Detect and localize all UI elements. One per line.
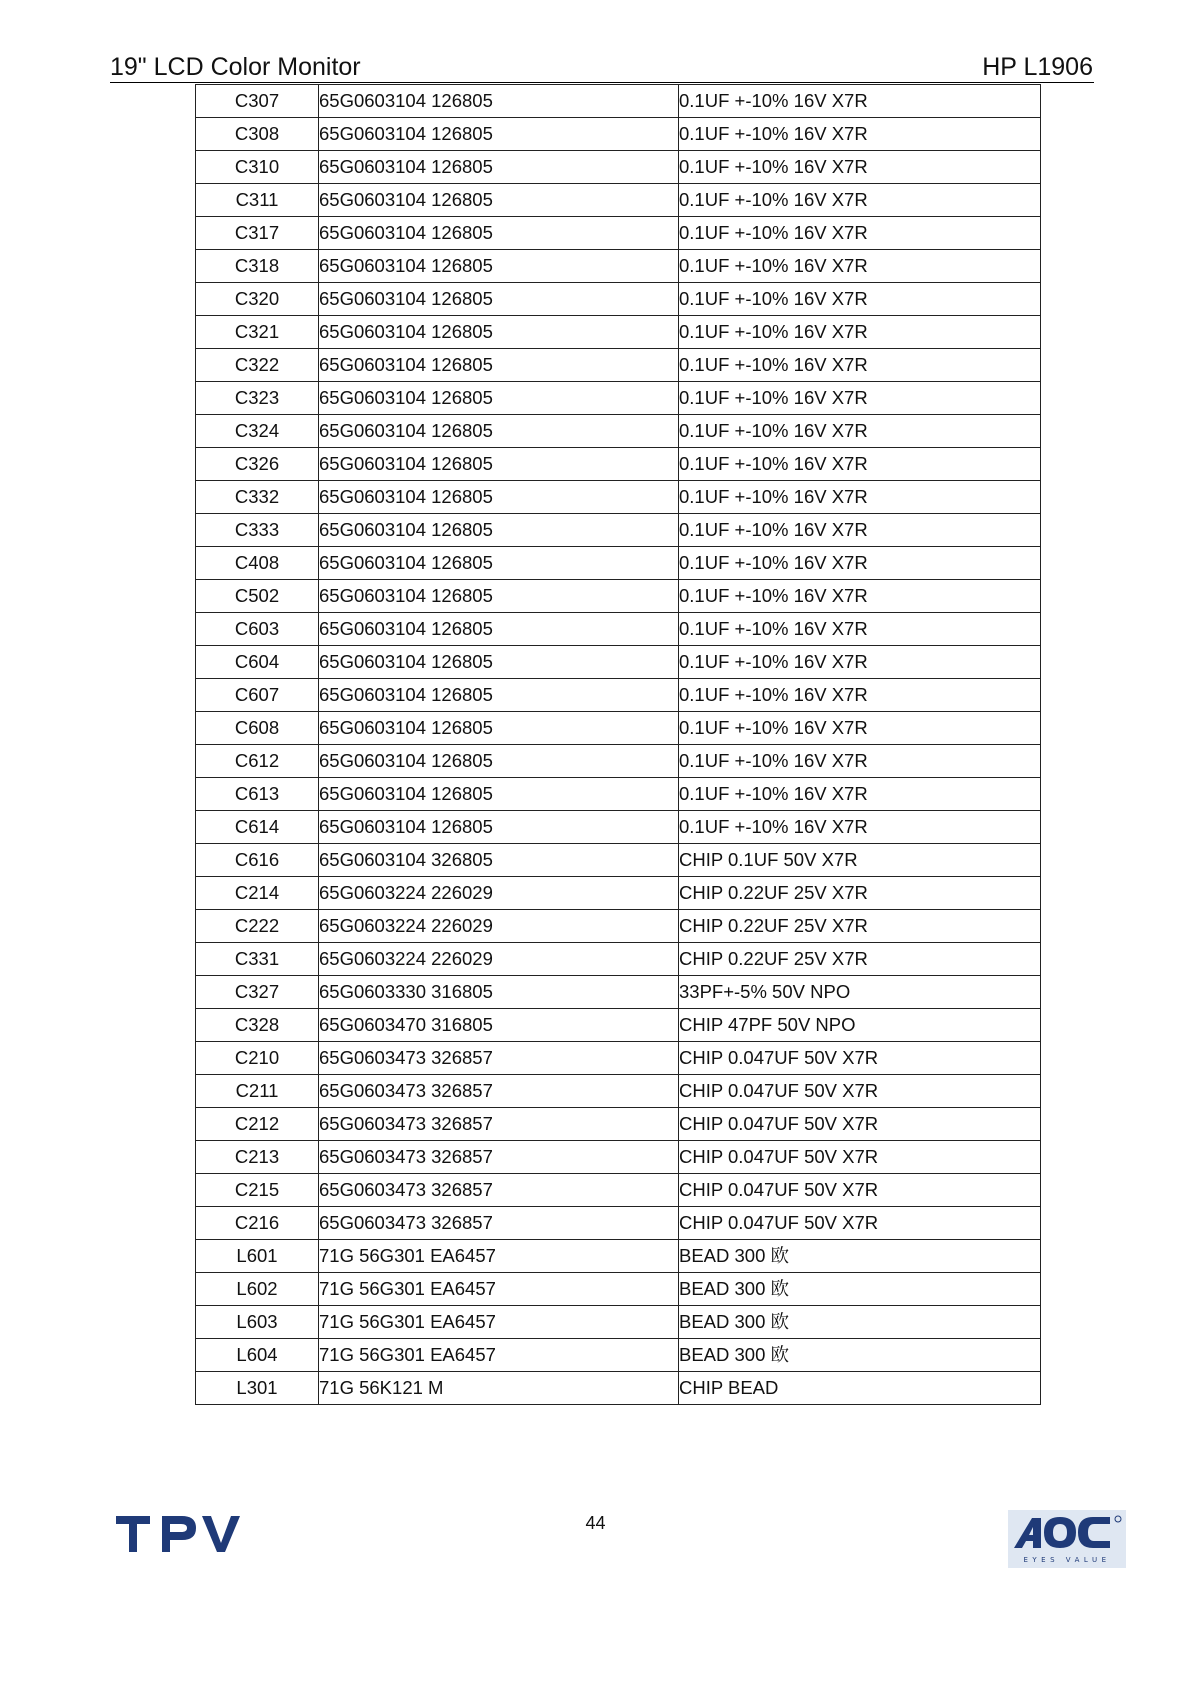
- ref-designator-cell: C326: [196, 448, 319, 481]
- ref-designator-cell: L301: [196, 1372, 319, 1405]
- ref-designator-cell: C215: [196, 1174, 319, 1207]
- ref-designator-cell: C210: [196, 1042, 319, 1075]
- table-row: [196, 481, 1041, 514]
- part-number-cell: 65G0603104 126805: [319, 283, 679, 316]
- part-number-cell: 65G0603104 126805: [319, 547, 679, 580]
- table-row: [196, 118, 1041, 151]
- description-cell: BEAD 300 欧: [679, 1339, 1041, 1372]
- description-cell: 0.1UF +-10% 16V X7R: [679, 811, 1041, 844]
- table-row: [196, 1240, 1041, 1273]
- ref-designator-cell: C307: [196, 85, 319, 118]
- table-row: [196, 1075, 1041, 1108]
- ref-designator-cell: C321: [196, 316, 319, 349]
- part-number-cell: 65G0603104 126805: [319, 448, 679, 481]
- table-row: [196, 976, 1041, 1009]
- ref-designator-cell: C323: [196, 382, 319, 415]
- ref-designator-cell: C614: [196, 811, 319, 844]
- description-cell: 0.1UF +-10% 16V X7R: [679, 613, 1041, 646]
- part-number-cell: 65G0603104 126805: [319, 745, 679, 778]
- part-number-cell: 65G0603473 326857: [319, 1141, 679, 1174]
- table-row: [196, 283, 1041, 316]
- part-number-cell: 65G0603104 126805: [319, 349, 679, 382]
- part-number-cell: 65G0603104 126805: [319, 217, 679, 250]
- aoc-logo: [1008, 1510, 1126, 1568]
- description-cell: 0.1UF +-10% 16V X7R: [679, 481, 1041, 514]
- description-cell: 0.1UF +-10% 16V X7R: [679, 646, 1041, 679]
- ref-designator-cell: C331: [196, 943, 319, 976]
- header-divider: [110, 82, 1094, 83]
- table-row: [196, 1042, 1041, 1075]
- ref-designator-cell: C213: [196, 1141, 319, 1174]
- ref-designator-cell: C216: [196, 1207, 319, 1240]
- description-cell: CHIP 0.047UF 50V X7R: [679, 1141, 1041, 1174]
- table-row: [196, 811, 1041, 844]
- part-number-cell: 65G0603104 126805: [319, 646, 679, 679]
- part-number-cell: 71G 56K121 M: [319, 1372, 679, 1405]
- table-row: [196, 1372, 1041, 1405]
- part-number-cell: 71G 56G301 EA6457: [319, 1339, 679, 1372]
- table-row: [196, 316, 1041, 349]
- table-row: [196, 415, 1041, 448]
- table-row: [196, 514, 1041, 547]
- part-number-cell: 65G0603104 126805: [319, 481, 679, 514]
- description-cell: 0.1UF +-10% 16V X7R: [679, 250, 1041, 283]
- ref-designator-cell: C502: [196, 580, 319, 613]
- ref-designator-cell: L602: [196, 1273, 319, 1306]
- table-row: [196, 877, 1041, 910]
- table-row: [196, 1141, 1041, 1174]
- part-number-cell: 65G0603104 126805: [319, 580, 679, 613]
- table-row: [196, 382, 1041, 415]
- ref-designator-cell: C328: [196, 1009, 319, 1042]
- part-number-cell: 65G0603104 126805: [319, 85, 679, 118]
- parts-list-table: [195, 84, 1041, 1405]
- description-cell: 33PF+-5% 50V NPO: [679, 976, 1041, 1009]
- description-cell: CHIP 47PF 50V NPO: [679, 1009, 1041, 1042]
- table-row: [196, 1306, 1041, 1339]
- table-row: [196, 712, 1041, 745]
- table-row: [196, 1009, 1041, 1042]
- table-row: [196, 217, 1041, 250]
- ref-designator-cell: C211: [196, 1075, 319, 1108]
- description-cell: 0.1UF +-10% 16V X7R: [679, 580, 1041, 613]
- description-cell: CHIP 0.047UF 50V X7R: [679, 1174, 1041, 1207]
- ref-designator-cell: C612: [196, 745, 319, 778]
- description-cell: 0.1UF +-10% 16V X7R: [679, 316, 1041, 349]
- part-number-cell: 65G0603104 126805: [319, 250, 679, 283]
- table-row: [196, 778, 1041, 811]
- part-number-cell: 71G 56G301 EA6457: [319, 1306, 679, 1339]
- description-cell: 0.1UF +-10% 16V X7R: [679, 283, 1041, 316]
- ref-designator-cell: C320: [196, 283, 319, 316]
- svg-text:EYES VALUE: EYES VALUE: [1023, 1556, 1111, 1564]
- ref-designator-cell: C604: [196, 646, 319, 679]
- ref-designator-cell: C317: [196, 217, 319, 250]
- part-number-cell: 65G0603473 326857: [319, 1075, 679, 1108]
- description-cell: BEAD 300 欧: [679, 1240, 1041, 1273]
- description-cell: 0.1UF +-10% 16V X7R: [679, 217, 1041, 250]
- part-number-cell: 65G0603473 326857: [319, 1207, 679, 1240]
- part-number-cell: 65G0603104 126805: [319, 514, 679, 547]
- table-row: [196, 250, 1041, 283]
- part-number-cell: 65G0603104 126805: [319, 382, 679, 415]
- ref-designator-cell: L604: [196, 1339, 319, 1372]
- part-number-cell: 65G0603473 326857: [319, 1042, 679, 1075]
- description-cell: BEAD 300 欧: [679, 1273, 1041, 1306]
- part-number-cell: 65G0603104 126805: [319, 151, 679, 184]
- part-number-cell: 65G0603473 326857: [319, 1174, 679, 1207]
- table-row: [196, 184, 1041, 217]
- ref-designator-cell: C311: [196, 184, 319, 217]
- table-row: [196, 547, 1041, 580]
- ref-designator-cell: C408: [196, 547, 319, 580]
- ref-designator-cell: C616: [196, 844, 319, 877]
- table-row: [196, 679, 1041, 712]
- description-cell: 0.1UF +-10% 16V X7R: [679, 415, 1041, 448]
- table-row: [196, 613, 1041, 646]
- ref-designator-cell: C308: [196, 118, 319, 151]
- ref-designator-cell: C613: [196, 778, 319, 811]
- description-cell: BEAD 300 欧: [679, 1306, 1041, 1339]
- ref-designator-cell: L601: [196, 1240, 319, 1273]
- model-number: HP L1906: [982, 53, 1093, 81]
- description-cell: CHIP 0.047UF 50V X7R: [679, 1075, 1041, 1108]
- ref-designator-cell: C607: [196, 679, 319, 712]
- description-cell: CHIP 0.047UF 50V X7R: [679, 1108, 1041, 1141]
- table-row: [196, 745, 1041, 778]
- tpv-logo: [116, 1514, 242, 1556]
- ref-designator-cell: C332: [196, 481, 319, 514]
- document-title: 19" LCD Color Monitor: [110, 53, 361, 81]
- description-cell: 0.1UF +-10% 16V X7R: [679, 382, 1041, 415]
- ref-designator-cell: C324: [196, 415, 319, 448]
- description-cell: 0.1UF +-10% 16V X7R: [679, 712, 1041, 745]
- description-cell: CHIP 0.22UF 25V X7R: [679, 943, 1041, 976]
- description-cell: 0.1UF +-10% 16V X7R: [679, 349, 1041, 382]
- ref-designator-cell: C318: [196, 250, 319, 283]
- table-row: [196, 646, 1041, 679]
- table-row: [196, 151, 1041, 184]
- part-number-cell: 65G0603104 126805: [319, 811, 679, 844]
- table-row: [196, 844, 1041, 877]
- description-cell: CHIP 0.22UF 25V X7R: [679, 877, 1041, 910]
- table-row: [196, 1339, 1041, 1372]
- ref-designator-cell: C608: [196, 712, 319, 745]
- description-cell: 0.1UF +-10% 16V X7R: [679, 679, 1041, 712]
- part-number-cell: 71G 56G301 EA6457: [319, 1273, 679, 1306]
- description-cell: 0.1UF +-10% 16V X7R: [679, 448, 1041, 481]
- part-number-cell: 65G0603104 126805: [319, 184, 679, 217]
- ref-designator-cell: C212: [196, 1108, 319, 1141]
- part-number-cell: 65G0603104 126805: [319, 778, 679, 811]
- part-number-cell: 65G0603224 226029: [319, 877, 679, 910]
- table-row: [196, 349, 1041, 382]
- ref-designator-cell: C222: [196, 910, 319, 943]
- table-row: [196, 1207, 1041, 1240]
- description-cell: CHIP 0.22UF 25V X7R: [679, 910, 1041, 943]
- ref-designator-cell: C214: [196, 877, 319, 910]
- part-number-cell: 65G0603224 226029: [319, 943, 679, 976]
- part-number-cell: 65G0603104 126805: [319, 118, 679, 151]
- ref-designator-cell: C327: [196, 976, 319, 1009]
- description-cell: 0.1UF +-10% 16V X7R: [679, 118, 1041, 151]
- ref-designator-cell: C333: [196, 514, 319, 547]
- table-row: [196, 910, 1041, 943]
- part-number-cell: 65G0603104 126805: [319, 613, 679, 646]
- description-cell: 0.1UF +-10% 16V X7R: [679, 547, 1041, 580]
- ref-designator-cell: C322: [196, 349, 319, 382]
- part-number-cell: 65G0603104 126805: [319, 415, 679, 448]
- ref-designator-cell: L603: [196, 1306, 319, 1339]
- part-number-cell: 65G0603224 226029: [319, 910, 679, 943]
- part-number-cell: 65G0603330 316805: [319, 976, 679, 1009]
- part-number-cell: 65G0603104 126805: [319, 679, 679, 712]
- table-row: [196, 1108, 1041, 1141]
- description-cell: CHIP BEAD: [679, 1372, 1041, 1405]
- table-row: [196, 1174, 1041, 1207]
- ref-designator-cell: C603: [196, 613, 319, 646]
- part-number-cell: 71G 56G301 EA6457: [319, 1240, 679, 1273]
- table-row: [196, 448, 1041, 481]
- table-row: [196, 943, 1041, 976]
- description-cell: 0.1UF +-10% 16V X7R: [679, 151, 1041, 184]
- description-cell: 0.1UF +-10% 16V X7R: [679, 85, 1041, 118]
- page-number: 44: [585, 1513, 606, 1533]
- part-number-cell: 65G0603470 316805: [319, 1009, 679, 1042]
- description-cell: 0.1UF +-10% 16V X7R: [679, 745, 1041, 778]
- part-number-cell: 65G0603104 126805: [319, 712, 679, 745]
- part-number-cell: 65G0603473 326857: [319, 1108, 679, 1141]
- description-cell: CHIP 0.047UF 50V X7R: [679, 1207, 1041, 1240]
- part-number-cell: 65G0603104 326805: [319, 844, 679, 877]
- table-row: [196, 580, 1041, 613]
- table-row: [196, 1273, 1041, 1306]
- description-cell: 0.1UF +-10% 16V X7R: [679, 514, 1041, 547]
- description-cell: CHIP 0.047UF 50V X7R: [679, 1042, 1041, 1075]
- ref-designator-cell: C310: [196, 151, 319, 184]
- part-number-cell: 65G0603104 126805: [319, 316, 679, 349]
- description-cell: 0.1UF +-10% 16V X7R: [679, 184, 1041, 217]
- description-cell: CHIP 0.1UF 50V X7R: [679, 844, 1041, 877]
- description-cell: 0.1UF +-10% 16V X7R: [679, 778, 1041, 811]
- table-row: [196, 85, 1041, 118]
